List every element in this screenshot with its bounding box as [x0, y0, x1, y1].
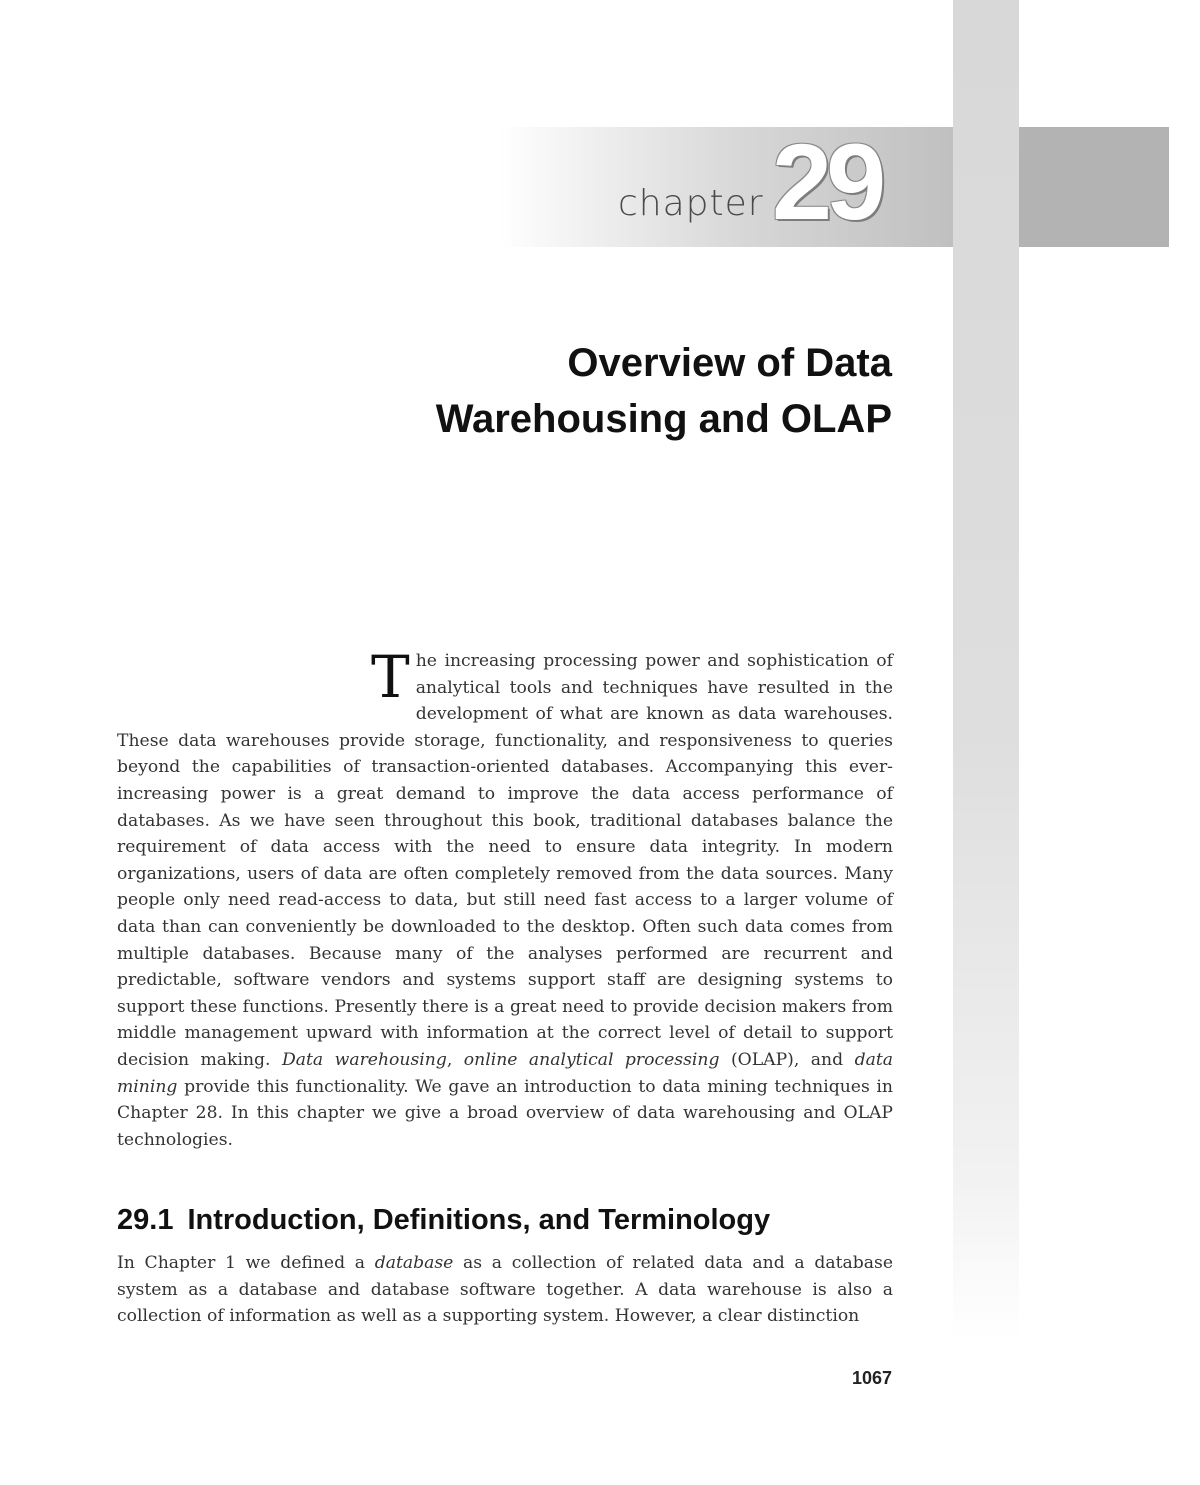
section-term-database: database [374, 1253, 454, 1273]
section-text [117, 1250, 893, 1330]
intro-term-olap: online analytical processing [463, 1049, 720, 1070]
section-number: 29.1 [117, 1204, 174, 1236]
intro-text-part-2: (OLAP), and [719, 1049, 855, 1070]
intro-text [117, 643, 893, 1153]
decorative-vertical-bar [953, 0, 1019, 1340]
intro-separator: , [446, 1049, 464, 1070]
chapter-title-line-1: Overview of Data [567, 341, 892, 385]
chapter-number: 29 [772, 121, 881, 242]
drop-cap: T [371, 643, 410, 711]
intro-term-data-warehousing: Data warehousing [281, 1049, 447, 1070]
section-text-part-2: as a collection of related data and a database system as a database and database software together. A data warehouse is also a collection of information as well as a supporting system. However, a clear distinction [117, 1253, 893, 1327]
intro-text-part-1: he increasing processing power and sophistication of analytical tools and techniques have resulted in the development of what are known as data warehouses. These data warehouses provide storage, functionality, and responsiveness to queries beyond the capabilities of transaction-oriented databases. Accompanying this ever-increasing power is a great demand to improve the data access performance of databases. As we have seen throughout this book, traditional databases balance the requirement of data access with the need to ensure data integrity. In modern organizations, users of data are often completely removed from the data sources. Many people only need read-access to data, but still need fast access to a larger volume of data than can conveniently be downloaded to the desktop. Often such data comes from multiple databases. Because many of the analyses performed are recurrent and predictable, software vendors and systems support staff are designing systems to support these functions. Presently there is a great need to provide decision makers from middle management upward with information at the correct level of detail to support decision making. [117, 651, 893, 1070]
section-paragraph [117, 1250, 893, 1330]
chapter-label: chapter [618, 183, 764, 224]
page-number: 1067 [851, 1368, 892, 1388]
chapter-title [300, 335, 892, 447]
intro-text-part-3: provide this functionality. We gave an introduction to data mining techniques in Chapter 28. In this chapter we give a broad overview of data warehousing and OLAP technologies. [117, 1076, 893, 1150]
intro-paragraph [117, 643, 893, 1153]
chapter-title-line-2: Warehousing and OLAP [435, 397, 892, 441]
section-title: Introduction, Definitions, and Terminology [187, 1204, 771, 1236]
section-heading [117, 1200, 897, 1240]
section-text-part-1: In Chapter 1 we defined a [117, 1253, 375, 1273]
intro-term-data-mining: data mining [117, 1049, 893, 1097]
chapter-header-band-right [1019, 127, 1169, 247]
